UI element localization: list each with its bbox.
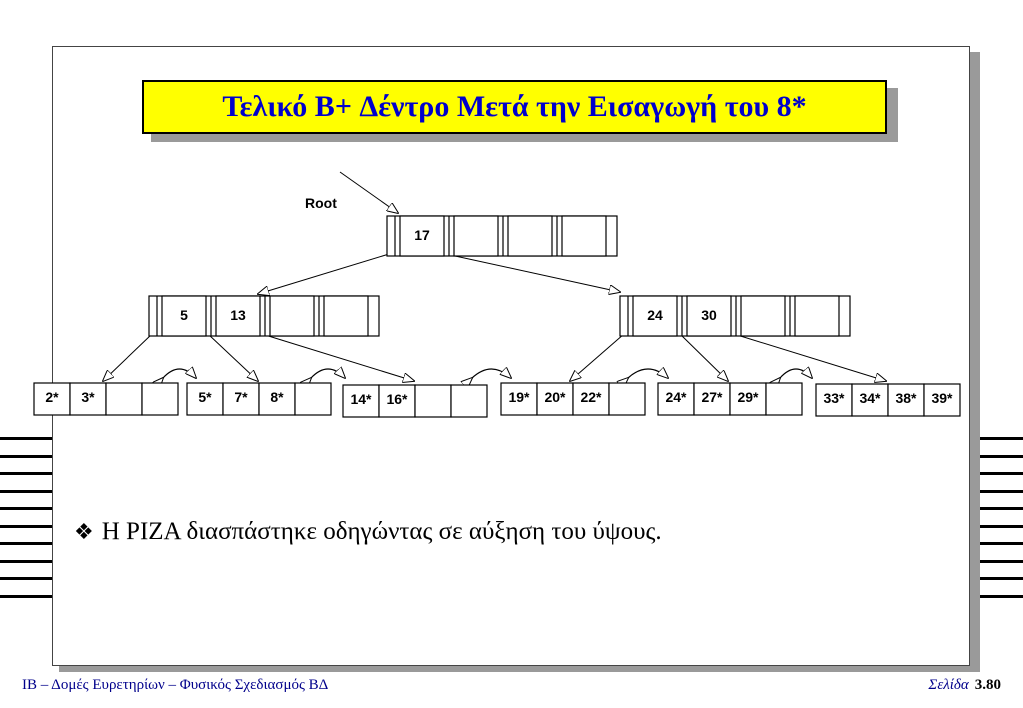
edge-to-leaf-6 <box>734 334 886 381</box>
leaf-value: 3* <box>81 389 95 405</box>
key-value: 17 <box>414 227 430 243</box>
leaf-value: 8* <box>270 389 284 405</box>
key-cell <box>454 216 498 256</box>
leaf-node <box>34 383 178 415</box>
leaf-value: 14* <box>350 391 372 407</box>
leaf-node <box>343 385 487 417</box>
edge-to-leaf-5 <box>680 334 728 381</box>
leaf-sibling-link <box>163 369 196 378</box>
leaf-node <box>658 383 802 415</box>
key-cell <box>508 216 552 256</box>
key-value: 5 <box>180 307 188 323</box>
leaf-value: 38* <box>895 390 917 406</box>
leaf-value: 34* <box>859 390 881 406</box>
slide-title: Τελικό B+ Δέντρο Μετά την Εισαγωγή του 8* <box>222 90 807 123</box>
edge-to-leaf-3 <box>262 334 414 381</box>
key-cell <box>324 296 368 336</box>
edge-to-leaf-4 <box>570 334 624 381</box>
four-diamond-bullet-icon: ❖ <box>74 520 94 545</box>
leaf-cell <box>766 383 802 415</box>
leaf-cell <box>295 383 331 415</box>
leaf-value: 20* <box>544 389 566 405</box>
leaf-value: 24* <box>665 389 687 405</box>
leaf-value: 7* <box>234 389 248 405</box>
leaf-value: 2* <box>45 389 59 405</box>
bullet-point <box>74 518 662 546</box>
bullet-text: Η ΡΙΖΑ διασπάστηκε οδηγώντας σε αύξηση του ύψους. <box>101 518 662 545</box>
leaf-value: 16* <box>386 391 408 407</box>
leaf-cell <box>451 385 487 417</box>
leaf-cell <box>106 383 142 415</box>
root-pointer-arrow <box>340 172 398 213</box>
leaf-sibling-link <box>628 369 668 378</box>
root-node <box>387 216 617 256</box>
leaf-cell <box>609 383 645 415</box>
leaf-value: 39* <box>931 390 953 406</box>
root-label: Root <box>305 195 337 211</box>
leaf-node <box>187 383 331 415</box>
tree-nodes <box>34 195 960 417</box>
page-label: Σελίδα <box>928 677 969 693</box>
leaf-value: 27* <box>701 389 723 405</box>
footer-course-title: ΙΒ – Δομές Ευρετηρίων – Φυσικός Σχεδιασμός ΒΔ <box>22 677 329 693</box>
root-edge-left <box>258 254 389 294</box>
key-value: 13 <box>230 307 246 323</box>
leaf-value: 19* <box>508 389 530 405</box>
leaf-sibling-link <box>472 369 511 378</box>
leaf-value: 5* <box>198 389 212 405</box>
leaf-cell <box>415 385 451 417</box>
key-cell <box>795 296 839 336</box>
leaf-sibling-link <box>311 369 345 378</box>
root-edge-right <box>446 254 620 292</box>
leaf-node <box>501 383 645 415</box>
tree-edges <box>103 172 886 381</box>
leaf-sibling-link <box>780 369 812 378</box>
edge-to-leaf-2 <box>208 334 258 381</box>
key-cell <box>270 296 314 336</box>
internal-node-right <box>620 296 850 336</box>
leaf-cell <box>142 383 178 415</box>
key-cell <box>562 216 606 256</box>
key-cell <box>741 296 785 336</box>
leaf-value: 33* <box>823 390 845 406</box>
leaf-value: 22* <box>580 389 602 405</box>
page-number: 3.80 <box>974 677 1001 693</box>
key-value: 30 <box>701 307 717 323</box>
edge-to-leaf-1 <box>103 334 152 381</box>
leaf-value: 29* <box>737 389 759 405</box>
internal-node-left <box>149 296 379 336</box>
footer-page <box>928 677 1001 694</box>
leaf-node <box>816 384 960 416</box>
key-value: 24 <box>647 307 663 323</box>
